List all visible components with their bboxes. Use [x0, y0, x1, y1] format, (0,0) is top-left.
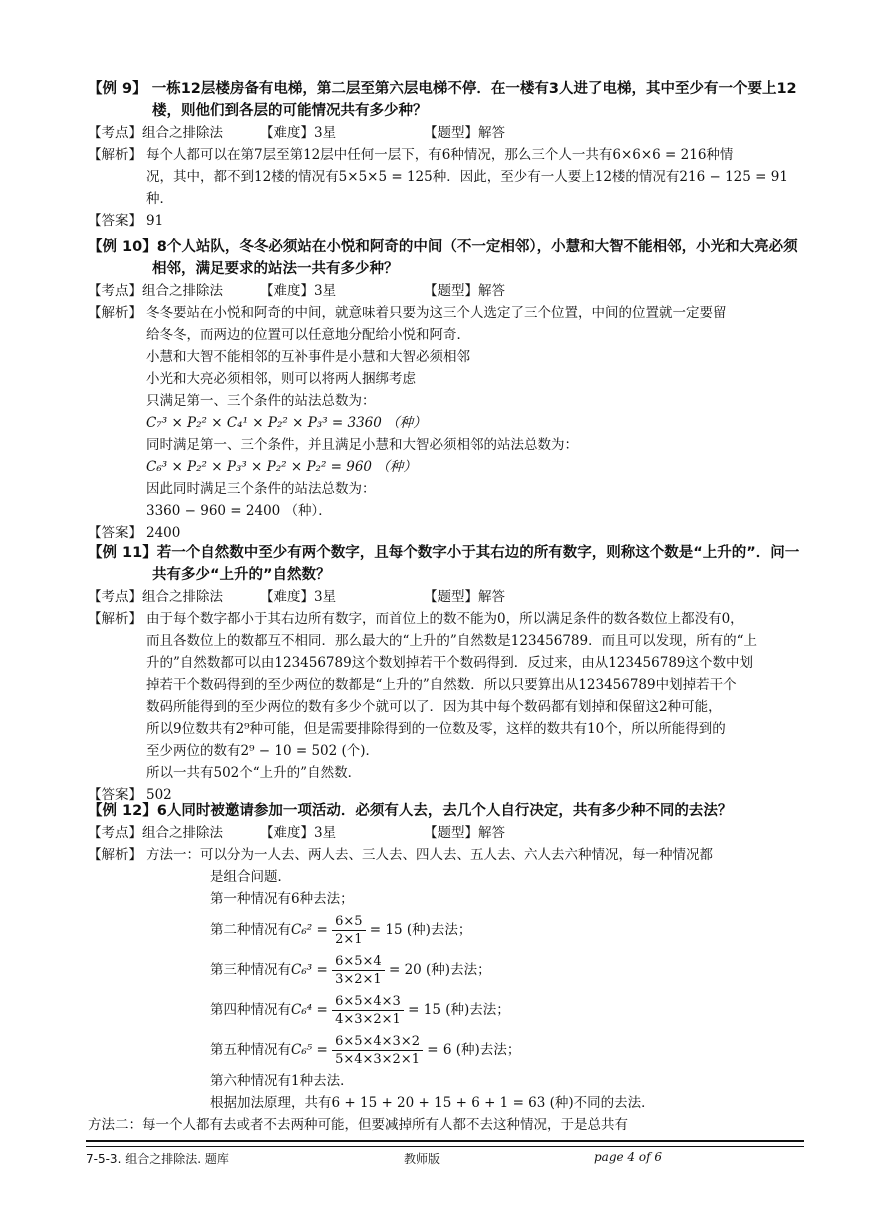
problem-11-nandu: 3星 [314, 589, 337, 605]
problem-10-tixing: 解答 [478, 283, 505, 299]
analysis-line: 只满足第一、三个条件的站法总数为： [146, 393, 376, 409]
problem-10-nandu: 3星 [314, 283, 337, 299]
nandu-label: 【难度】 [260, 125, 314, 141]
kaodian-label: 【考点】 [88, 283, 142, 299]
jiexi-label: 【解析】 [88, 305, 142, 321]
problem-10-question [88, 236, 808, 280]
nandu-label: 【难度】 [260, 283, 314, 299]
problem-11-answer-value: 502 [146, 787, 172, 803]
problem-10-question-text: 8个人站队，冬冬必须站在小悦和阿奇的中间（不一定相邻），小慧和大智不能相邻，小光和大亮必须相邻，满足要求的站法一共有多少种？ [152, 239, 798, 277]
analysis-line: 种． [146, 191, 173, 207]
problem-9-answer-value: 91 [146, 213, 164, 229]
problem-11 [88, 542, 808, 806]
analysis-line: 小慧和大智不能相邻的互补事件是小慧和大智必须相邻 [146, 349, 470, 365]
case-5-combination: C₆⁵ [291, 1042, 313, 1058]
fraction-numerator: 6×5×4×3 [332, 993, 404, 1011]
case-4: 第四种情况有C₆⁴ = $\frac{6\times 5\times 4\times 3}{4\times 3\times 2\times 1}$ = 15 (种)去法； [210, 994, 510, 1027]
case-3-result: = 20 (种)去法； [388, 962, 491, 978]
problem-9-question [88, 78, 808, 122]
problem-10 [88, 236, 808, 544]
problem-9-analysis [88, 144, 808, 210]
fraction-denominator: 3×2×1 [335, 972, 382, 987]
jiexi-label: 【解析】 [88, 611, 142, 627]
analysis-line: 冬冬要站在小悦和阿奇的中间，就意味着只要为这三个人选定了三个位置，中间的位置就一定要留 [146, 305, 727, 321]
case-5: 第五种情况有C₆⁵ = $\frac{6\times 5\times 4\times 3\times 2}{5\times 4\times 3\times 2\times 1}$ = 6 (种)去法； [210, 1034, 521, 1067]
nandu-label: 【难度】 [260, 825, 314, 841]
problem-9-tixing: 解答 [478, 125, 505, 141]
case-4-prefix: 第四种情况有 [210, 1002, 291, 1018]
problem-10-tag: 【例 10】 [88, 239, 157, 255]
case-2-prefix: 第二种情况有 [210, 922, 291, 938]
analysis-line: 而且各数位上的数都互不相同．那么最大的“上升的”自然数是123456789．而且可以发现，所有的“上 [146, 633, 758, 649]
problem-9-nandu: 3星 [314, 125, 337, 141]
analysis-line: 小光和大亮必须相邻，则可以将两人捆绑考虑 [146, 371, 416, 387]
case-2-combination: C₆² [291, 922, 313, 938]
footer-middle: 教师版 [404, 1152, 441, 1166]
problem-11-tixing: 解答 [478, 589, 505, 605]
case-4-combination: C₆⁴ [291, 1002, 313, 1018]
case-3-prefix: 第三种情况有 [210, 962, 291, 978]
problem-9 [88, 78, 808, 232]
problem-12-question [88, 800, 808, 822]
method-2-line: 方法二：每一个人都有去或者不去两种可能，但要减掉所有人都不去这种情况，于是总共有 [88, 1117, 628, 1133]
problem-12-tixing: 解答 [478, 825, 505, 841]
kaodian-label: 【考点】 [88, 589, 142, 605]
kaodian-label: 【考点】 [88, 825, 142, 841]
problem-9-meta [88, 122, 808, 144]
problem-10-answer [88, 522, 808, 544]
problem-10-kaodian: 组合之排除法 [142, 283, 223, 299]
method-1-heading: 方法一：可以分为一人去、两人去、三人去、四人去、五人去、六人去六种情况，每一种情况都 [146, 847, 713, 863]
case-5-prefix: 第五种情况有 [210, 1042, 291, 1058]
problem-9-answer [88, 210, 808, 232]
formula-line: C₇³ × P₂² × C₄¹ × P₂² × P₃³ = 3360 （种） [146, 415, 427, 431]
problem-12-kaodian: 组合之排除法 [142, 825, 223, 841]
sum-line: 根据加法原理，共有6 + 15 + 20 + 15 + 6 + 1 = 63 (种)不同的去法． [210, 1095, 655, 1111]
case-1: 第一种情况有6种去法； [210, 891, 354, 907]
analysis-line: 所以一共有502个“上升的”自然数． [146, 765, 362, 781]
analysis-line: 数码所能得到的至少两位的数有多少个就可以了．因为其中每个数码都有划掉和保留这2种可能， [146, 699, 722, 715]
case-5-fraction [332, 1033, 423, 1068]
tixing-label: 【题型】 [424, 283, 478, 299]
analysis-line: 每个人都可以在第7层至第12层中任何一层下，有6种情况，那么三个人一共有6×6×6 = 216种情 [146, 147, 734, 163]
problem-12-meta [88, 822, 808, 844]
analysis-line: 升的”自然数都可以由123456789这个数划掉若干个数码得到．反过来，由从123456789这个数中划 [146, 655, 754, 671]
method-1-continued: 是组合问题． [210, 869, 291, 885]
analysis-line: 给冬冬，而两边的位置可以任意地分配给小悦和阿奇． [146, 327, 470, 343]
case-3: 第三种情况有C₆³ = $\frac{6\times 5\times 4}{3\times 2\times 1}$ = 20 (种)去法； [210, 954, 491, 987]
fraction-numerator: 6×5×4 [332, 953, 385, 971]
fraction-denominator: 2×1 [335, 932, 363, 947]
analysis-line: 同时满足第一、三个条件，并且满足小慧和大智必须相邻的站法总数为： [146, 437, 578, 453]
problem-11-question-text: 若一个自然数中至少有两个数字，且每个数字小于其右边的所有数字，则称这个数是“上升的”．问一共有多少“上升的”自然数？ [152, 545, 800, 583]
problem-11-meta [88, 586, 808, 608]
case-2: 第二种情况有C₆² = $\frac{6\times 5}{2\times 1}$ = 15 (种)去法； [210, 914, 472, 947]
fraction-denominator: 5×4×3×2×1 [335, 1052, 420, 1067]
problem-11-kaodian: 组合之排除法 [142, 589, 223, 605]
jiexi-label: 【解析】 [88, 147, 142, 163]
problem-12-analysis [88, 844, 808, 1136]
case-2-fraction [332, 913, 365, 948]
fraction-numerator: 6×5 [332, 913, 365, 931]
daan-label: 【答案】 [88, 213, 142, 229]
problem-12 [88, 800, 808, 1136]
page-number: page 4 of 6 [594, 1150, 662, 1164]
problem-10-answer-value: 2400 [146, 525, 181, 541]
case-4-result: = 15 (种)去法； [408, 1002, 510, 1018]
problem-9-tag: 【例 9】 [88, 81, 147, 97]
problem-9-question-text: 一栋12层楼房备有电梯，第二层至第六层电梯不停．在一楼有3人进了电梯，其中至少有一个要上12楼，则他们到各层的可能情况共有多少种？ [151, 81, 797, 119]
analysis-line: 至少两位的数有2⁹ − 10 = 502 (个)． [146, 743, 380, 759]
case-3-fraction [332, 953, 385, 988]
problem-10-meta [88, 280, 808, 302]
fraction-denominator: 4×3×2×1 [335, 1012, 401, 1027]
fraction-numerator: 6×5×4×3×2 [332, 1033, 423, 1051]
analysis-line: 况，其中，都不到12楼的情况有5×5×5 = 125种．因此，至少有一人要上12楼的情况有216 − 125 = 91 [146, 169, 788, 185]
problem-9-kaodian: 组合之排除法 [142, 125, 223, 141]
formula-line: C₆³ × P₂² × P₃³ × P₂² × P₂² = 960 （种） [146, 459, 417, 475]
tixing-label: 【题型】 [424, 825, 478, 841]
problem-12-tag: 【例 12】 [88, 803, 157, 819]
footer-left: 7-5-3. 组合之排除法. 题库 [86, 1152, 229, 1166]
case-2-result: = 15 (种)去法； [369, 922, 472, 938]
tixing-label: 【题型】 [424, 589, 478, 605]
jiexi-label: 【解析】 [88, 847, 142, 863]
case-5-result: = 6 (种)去法； [427, 1042, 521, 1058]
case-4-fraction [332, 993, 404, 1028]
tixing-label: 【题型】 [424, 125, 478, 141]
analysis-line: 由于每个数字都小于其右边所有数字，而首位上的数不能为0，所以满足条件的数各数位上都没有0， [146, 611, 744, 627]
daan-label: 【答案】 [88, 787, 142, 803]
kaodian-label: 【考点】 [88, 125, 142, 141]
problem-11-question [88, 542, 808, 586]
case-3-combination: C₆³ [291, 962, 313, 978]
problem-12-nandu: 3星 [314, 825, 337, 841]
problem-11-analysis [88, 608, 808, 784]
problem-11-tag: 【例 11】 [88, 545, 157, 561]
analysis-line: 掉若干个数码得到的至少两位的数都是“上升的”自然数．所以只要算出从123456789中划掉若干个 [146, 677, 737, 693]
analysis-line: 所以9位数共有2⁹种可能，但是需要排除得到的一位数及零，这样的数共有10个，所以所能得到的 [146, 721, 726, 737]
case-6: 第六种情况有1种去法． [210, 1073, 354, 1089]
nandu-label: 【难度】 [260, 589, 314, 605]
formula-line: 3360 − 960 = 2400 （种）． [146, 503, 332, 519]
problem-10-analysis [88, 302, 808, 522]
analysis-line: 因此同时满足三个条件的站法总数为： [146, 481, 376, 497]
daan-label: 【答案】 [88, 525, 142, 541]
footer-rule [86, 1140, 804, 1147]
problem-12-question-text: 6人同时被邀请参加一项活动．必须有人去，去几个人自行决定，共有多少种不同的去法？ [156, 803, 733, 819]
